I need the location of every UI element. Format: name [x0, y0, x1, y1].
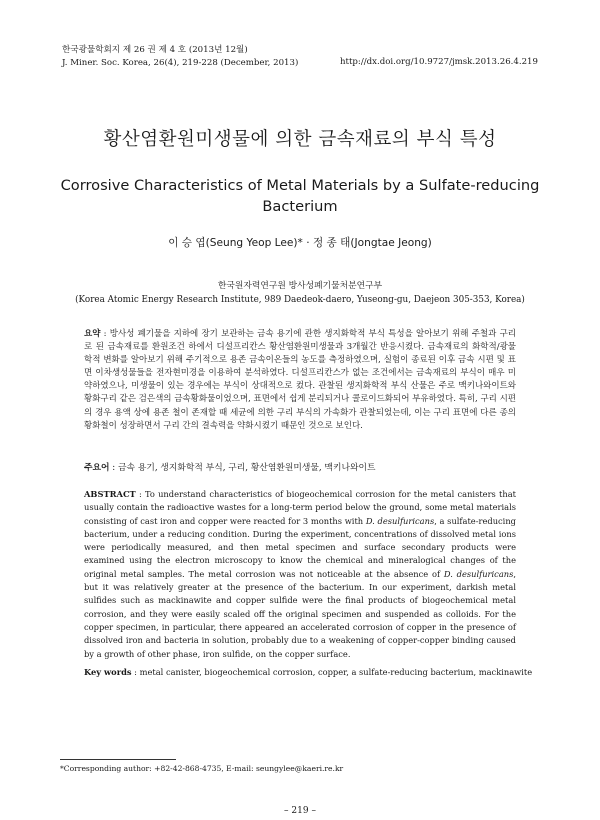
keywords-english-text: : metal canister, biogeochemical corrosion, copper, a sulfate-reducing bacterium, mackinawite	[131, 667, 533, 677]
keywords-korean-label: 주요어	[84, 463, 110, 473]
doi-link[interactable]: http://dx.doi.org/10.9727/jmsk.2013.26.4.219	[339, 57, 538, 67]
keywords-english	[84, 667, 533, 677]
title-korean: 황산염환원미생물에 의한 금속재료의 부식 특성	[103, 129, 497, 150]
corresponding-author-footnote: *Corresponding author: +82-42-868-4735, E-mail: seungylee@kaeri.re.kr	[60, 764, 344, 773]
abstract-english-text-3: , but it was relatively greater at the presence of the bacterium. In our experiment, darkish metal sulfides such as mackinawite and copper sulfide were the final products of biogeochemical metal corrosion, and they were easily scaled off the original specimen and suspended as colloids. For the copper specimen, in particular, there appeared an accelerated corrosion of copper in the presence of dissolved iron and bacteria in solution, probably due to a weakening of copper-copper binding caused by a growth of other phase, iron sulfide, on the copper surface.	[84, 568, 517, 659]
abstract-english-text-1: : To understand characteristics of biogeochemical corrosion for the metal canisters that usually contain the radioactive wastes for a long-term period below the ground, some metal materials consisting of cast iron and copper were reacted for 3 months with	[84, 489, 516, 526]
abstract-korean	[84, 328, 516, 433]
journal-citation-english: J. Miner. Soc. Korea, 26(4), 219-228 (December, 2013)	[62, 58, 299, 68]
abstract-english-label: ABSTRACT	[84, 489, 136, 499]
species-name: D. desulfuricans	[365, 515, 435, 526]
authors: 이 승 엽(Seung Yeop Lee)* · 정 종 태(Jongtae Jeong)	[168, 237, 432, 249]
keywords-korean-text: : 금속 용기, 생지화학적 부식, 구리, 황산염환원미생물, 맥키나와이트	[109, 463, 376, 473]
affiliation-korean: 한국원자력연구원 방사성폐기물처분연구부	[217, 281, 383, 291]
abstract-korean-label: 요약	[84, 329, 101, 339]
journal-header	[62, 44, 298, 70]
journal-citation-korean: 한국광물학회지 제 26 권 제 4 호 (2013년 12월)	[62, 45, 248, 55]
abstract-english-text-2: , a sulfate-reducing bacterium, under a reducing condition. During the experiment, concentrations of dissolved metal ions were periodically measured, and then metal specimen and surface secondary products were examined using the electron microscopy to know the chemical and mineralogical changes of the original metal samples. The metal corrosion was not noticeable at the absence of	[84, 515, 516, 579]
keywords-korean	[84, 460, 516, 473]
abstract-english	[84, 488, 516, 661]
page-number: – 219 –	[284, 806, 316, 816]
affiliation	[0, 279, 600, 307]
species-name: D. desulfuricans	[443, 568, 514, 579]
footnote-divider	[60, 759, 176, 760]
abstract-korean-text: : 방사성 폐기물을 지하에 장기 보관하는 금속 용기에 관한 생지화학적 부식 특성을 알아보기 위해 주철과 구리로 된 금속재료를 환원조건 하에서 디설프리칸스 황산염환원미생물과 3개월간 반응시켰다. 금속재료의 화학적/광물학적 변화를 알아보기 위해 주기적으로 용존 금속이온들의 농도를 측정하였으며, 실험이 종료된 이후 금속 시편 및 표면 이차생성물들을 전자현미경을 이용하여 분석하였다. 디설프리칸스가 없는 조건에서는 금속재료의 부식이 매우 미약하였으나, 미생물이 있는 경우에는 부식이 상대적으로 컸다. 관찰된 생지화학적 부식 산물은 주로 맥키나와이트와 황화구리 같은 검은색의 금속황화물이었으며, 표면에서 쉽게 분리되거나 콜로이드화되어 부유하였다. 특히, 구리 시편의 경우 용액 상에 용존 철이 존재할 때 세균에 의한 구리 부식의 가속화가 관찰되었는데, 이는 구리 표면에 다른 종의 황화철이 성장하면서 구리 간의 결속력을 약화시켰기 때문인 것으로 보인다.	[84, 329, 516, 431]
affiliation-english: (Korea Atomic Energy Research Institute, 989 Daedeok-daero, Yuseong-gu, Daejeon 305-353, Korea)	[75, 295, 525, 305]
title-english: Corrosive Characteristics of Metal Materials by a Sulfate-reducing Bacterium	[60, 177, 540, 215]
keywords-english-label: Key words	[84, 667, 132, 677]
